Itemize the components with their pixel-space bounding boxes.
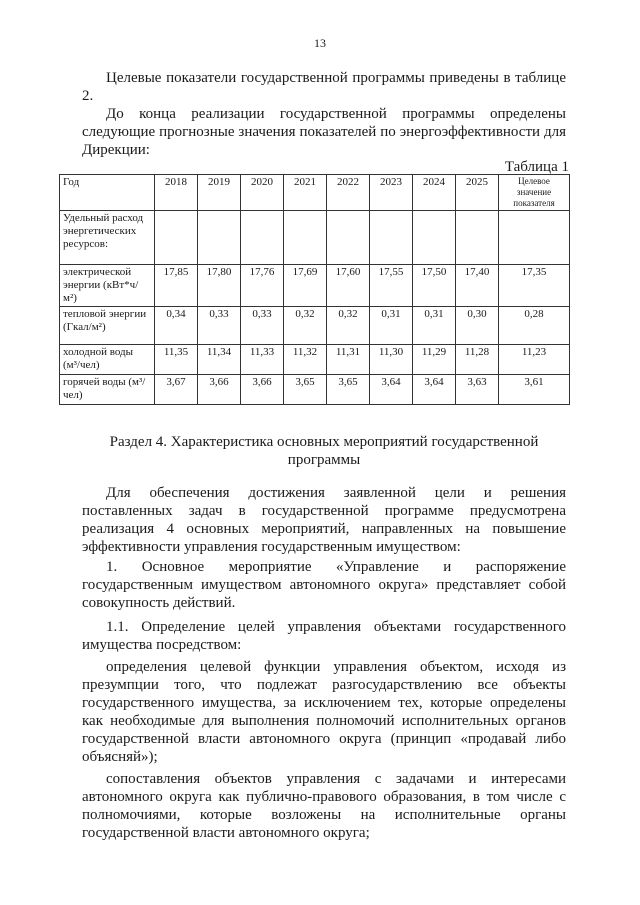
table-cell: 0,30: [456, 307, 499, 345]
table-row: [60, 265, 570, 307]
section-paragraph: 1. Основное мероприятие «Управление и распоряжение государственным имуществом автономного округа» представляет собой совокупность действий.: [82, 559, 566, 611]
target-cell: 3,61: [499, 375, 570, 405]
table-cell: 17,80: [198, 265, 241, 307]
table-cell: 11,33: [241, 345, 284, 375]
table-cell: [456, 211, 499, 265]
table-cell: 17,76: [241, 265, 284, 307]
table-cell: 17,55: [370, 265, 413, 307]
target-cell: [499, 211, 570, 265]
page-number: 13: [314, 36, 326, 50]
target-cell: 11,23: [499, 345, 570, 375]
table-cell: 0,33: [241, 307, 284, 345]
table-cell: [155, 211, 198, 265]
table-cell: 3,64: [370, 375, 413, 405]
table-cell: [413, 211, 456, 265]
header-year: 2023: [370, 175, 413, 211]
table-cell: 11,30: [370, 345, 413, 375]
table-cell: 3,64: [413, 375, 456, 405]
table-cell: [284, 211, 327, 265]
table-cell: 11,28: [456, 345, 499, 375]
table-cell: 0,34: [155, 307, 198, 345]
section-paragraph: сопоставления объектов управления с задачами и интересами автономного округа как публично-правового образования, в том числе с полномочиями, которые возложены на исполнительные органы государственной власти автономного округа;: [82, 771, 566, 841]
table-cell: 3,66: [198, 375, 241, 405]
header-year: 2024: [413, 175, 456, 211]
table-cell: 3,65: [284, 375, 327, 405]
table-cell: 17,40: [456, 265, 499, 307]
table-row: [60, 345, 570, 375]
header-year: 2018: [155, 175, 198, 211]
table-cell: 11,29: [413, 345, 456, 375]
table-row: [60, 375, 570, 405]
header-year-label: Год: [60, 175, 155, 211]
table-cell: 0,32: [327, 307, 370, 345]
header-year: 2025: [456, 175, 499, 211]
table-cell: 17,69: [284, 265, 327, 307]
table-cell: [327, 211, 370, 265]
table-cell: 0,31: [370, 307, 413, 345]
row-label: тепловой энергии (Гкал/м²): [60, 307, 155, 345]
table-cell: 0,33: [198, 307, 241, 345]
header-year: 2020: [241, 175, 284, 211]
row-label: электрической энергии (кВт*ч/м²): [60, 265, 155, 307]
section-paragraph: 1.1. Определение целей управления объектами государственного имущества посредством:: [82, 619, 566, 653]
table-row: [60, 307, 570, 345]
table-cell: [370, 211, 413, 265]
table-cell: 17,60: [327, 265, 370, 307]
table-cell: 11,31: [327, 345, 370, 375]
table-cell: [198, 211, 241, 265]
section-paragraph: Для обеспечения достижения заявленной цели и решения поставленных задач в государственной программе предусмотрена реализация 4 основных мероприятий, направленных на повышение эффективности управления государственным имуществом:: [82, 485, 566, 555]
section-text: [82, 484, 566, 842]
table-cell: 17,50: [413, 265, 456, 307]
row-label: горячей воды (м³/чел): [60, 375, 155, 405]
row-label: Удельный расход энергетических ресурсов:: [60, 211, 155, 265]
table-cell: 11,35: [155, 345, 198, 375]
table-cell: 3,65: [327, 375, 370, 405]
table-cell: [241, 211, 284, 265]
energy-efficiency-table: [59, 174, 570, 405]
header-year: 2019: [198, 175, 241, 211]
header-year: 2021: [284, 175, 327, 211]
intro-text: [82, 69, 566, 159]
row-label: холодной воды (м³/чел): [60, 345, 155, 375]
header-target: Целевое значение показателя: [499, 175, 570, 211]
section-paragraph: определения целевой функции управления объектом, исходя из презумпции того, что подлежат разгосударствлению все объекты государственного имущества, за исключением тех, которые определены как необходимые для выполнения полномочий исполнительных органов государственной власти автономного округа (принцип «продавай либо объясняй»);: [82, 659, 566, 765]
table-cell: 17,85: [155, 265, 198, 307]
table-row: [60, 211, 570, 265]
table-cell: 0,31: [413, 307, 456, 345]
table-header-row: [60, 175, 570, 211]
table-cell: 3,63: [456, 375, 499, 405]
table-cell: 11,34: [198, 345, 241, 375]
table-cell: 3,66: [241, 375, 284, 405]
target-cell: 17,35: [499, 265, 570, 307]
table-cell: 3,67: [155, 375, 198, 405]
table-cell: 0,32: [284, 307, 327, 345]
target-cell: 0,28: [499, 307, 570, 345]
table-caption: Таблица 1: [504, 159, 569, 175]
table-cell: 11,32: [284, 345, 327, 375]
intro-paragraph: Целевые показатели государственной программы приведены в таблице 2.: [82, 70, 566, 104]
header-year: 2022: [327, 175, 370, 211]
section-title: Раздел 4. Характеристика основных мероприятий государственной программы: [109, 434, 539, 468]
intro-paragraph: До конца реализации государственной программы определены следующие прогнозные значения показателей по энергоэффективности для Дирекции:: [82, 106, 566, 158]
